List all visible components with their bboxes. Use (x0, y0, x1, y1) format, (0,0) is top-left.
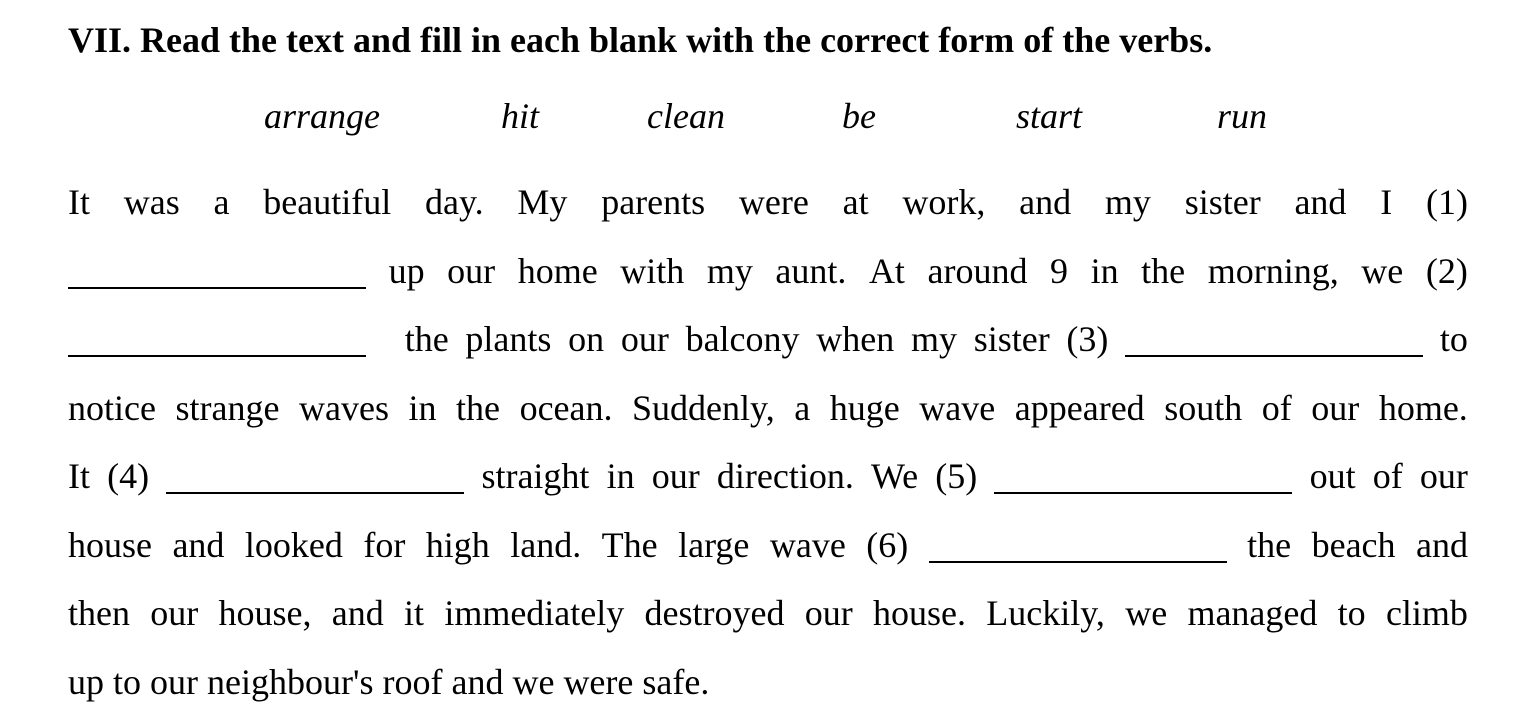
passage-word: plants (465, 319, 552, 359)
passage-word: and (1019, 182, 1072, 222)
passage-word: was (123, 182, 180, 222)
passage-word: at (842, 182, 869, 222)
passage-word: the (1247, 524, 1292, 565)
passage-word: my (706, 250, 753, 291)
passage-word: our (150, 593, 199, 633)
passage-word: neighbour's (207, 661, 374, 702)
passage-word: home. (1378, 387, 1468, 428)
passage-word: managed (1187, 593, 1318, 633)
word-bank (68, 94, 1468, 138)
passage-word: beautiful (263, 182, 392, 222)
passage-word: I (1380, 182, 1393, 222)
passage-word: parents (601, 182, 706, 222)
passage-word: our (620, 319, 669, 359)
passage-word: in (1090, 250, 1119, 291)
passage-word: up (388, 250, 425, 291)
passage-word: appeared (1014, 387, 1145, 428)
passage-word: The (601, 524, 658, 565)
passage-word: a (213, 182, 230, 222)
passage-word: home (517, 250, 598, 291)
passage-word: (5) (935, 456, 978, 496)
word-bank-item: start (1016, 96, 1083, 136)
passage-word: my (1104, 182, 1151, 222)
word-bank-item: hit (501, 96, 540, 136)
passage-word: around (927, 250, 1028, 291)
passage-word: our (150, 661, 199, 702)
passage-word: for (363, 524, 406, 565)
passage-word: and (172, 524, 225, 565)
passage-line (68, 305, 1468, 374)
passage-word: notice (68, 387, 156, 428)
passage-word: roof (382, 661, 443, 702)
passage-word: It (68, 182, 90, 222)
passage-word: work, (902, 182, 986, 222)
passage-word: were (563, 661, 634, 702)
word-bank-item: clean (647, 96, 725, 136)
answer-blank-5[interactable] (994, 492, 1292, 494)
passage-word: it (404, 593, 425, 633)
passage-word: wave (919, 387, 996, 428)
passage-word: waves (299, 387, 389, 428)
passage-word: We (871, 456, 919, 496)
passage-word: when (816, 319, 895, 359)
passage-word: a (794, 387, 811, 428)
passage-word: At (868, 250, 905, 291)
passage-word: we (1361, 250, 1404, 291)
passage-word: Luckily, (986, 593, 1105, 633)
passage-word: the (404, 319, 449, 359)
passage-word: in (408, 387, 437, 428)
passage-line (68, 237, 1468, 306)
passage-word: aunt. (775, 250, 847, 291)
passage-word: on (568, 319, 605, 359)
passage-word: climb (1385, 593, 1468, 633)
passage-word: large (678, 524, 750, 565)
passage-line (68, 579, 1468, 648)
passage-word: (4) (107, 456, 150, 496)
passage-word: then (68, 593, 130, 633)
answer-blank-1[interactable] (68, 287, 366, 289)
passage-word: house, (218, 593, 312, 633)
passage-word: were (738, 182, 809, 222)
answer-blank-2[interactable] (68, 355, 366, 357)
passage-word: of (1261, 387, 1292, 428)
passage-word: Suddenly, (632, 387, 775, 428)
passage-word: house. (873, 593, 967, 633)
passage-word: to (113, 661, 142, 702)
word-bank-item: be (842, 96, 876, 136)
passage-word: the (1141, 250, 1186, 291)
exercise-heading: VII. Read the text and fill in each blank with the correct form of the verbs. (68, 20, 1213, 60)
passage-word: and (331, 593, 384, 633)
passage-word: (6) (866, 524, 909, 565)
passage-word: and (451, 661, 504, 702)
passage-word: 9 (1050, 250, 1069, 291)
passage-word: our (1419, 456, 1468, 496)
passage-word: south (1164, 387, 1243, 428)
passage-line (68, 168, 1468, 237)
passage-word: destroyed (644, 593, 785, 633)
passage-word: our (651, 456, 700, 496)
passage-word: of (1372, 456, 1403, 496)
passage-word: our (447, 250, 496, 291)
passage-word: to (1337, 593, 1366, 633)
passage-line (68, 648, 1468, 717)
passage-word: immediately (444, 593, 625, 633)
passage-word: strange (175, 387, 280, 428)
passage-word: (1) (1425, 182, 1468, 222)
passage-word: the (456, 387, 501, 428)
passage-word: balcony (685, 319, 800, 359)
passage-word: sister (973, 319, 1050, 359)
passage-word: our (1311, 387, 1360, 428)
passage-word: up (68, 661, 104, 702)
passage-word: (2) (1425, 250, 1468, 291)
passage-word: out (1309, 456, 1356, 496)
passage-word: land. (510, 524, 582, 565)
passage-line (68, 374, 1468, 443)
answer-blank-3[interactable] (1125, 355, 1423, 357)
answer-blank-6[interactable] (929, 561, 1227, 563)
passage-word: house (68, 524, 152, 565)
passage-word: beach (1311, 524, 1396, 565)
passage (68, 168, 1468, 716)
word-bank-item: arrange (264, 96, 380, 136)
passage-word: looked (244, 524, 343, 565)
passage-line (68, 511, 1468, 580)
passage-word: my (910, 319, 957, 359)
passage-word: direction. (716, 456, 854, 496)
passage-word: with (620, 250, 685, 291)
passage-word: our (804, 593, 853, 633)
passage-word: and (1415, 524, 1468, 565)
passage-word: straight (481, 456, 590, 496)
passage-word: morning, (1207, 250, 1339, 291)
passage-word: ocean. (519, 387, 613, 428)
passage-word: we (1125, 593, 1168, 633)
passage-word: It (68, 456, 90, 496)
passage-word: high (425, 524, 490, 565)
passage-word: in (606, 456, 635, 496)
passage-word: sister (1184, 182, 1261, 222)
passage-word: My (517, 182, 568, 222)
passage-word: day. (425, 182, 484, 222)
passage-line (68, 442, 1468, 511)
answer-blank-4[interactable] (166, 492, 464, 494)
passage-word: we (512, 661, 555, 702)
passage-word: (3) (1066, 319, 1109, 359)
passage-word: and (1294, 182, 1347, 222)
passage-word: huge (829, 387, 900, 428)
word-bank-item: run (1217, 96, 1268, 136)
passage-word: safe. (642, 661, 710, 702)
passage-word: to (1439, 319, 1468, 359)
passage-word: wave (769, 524, 846, 565)
